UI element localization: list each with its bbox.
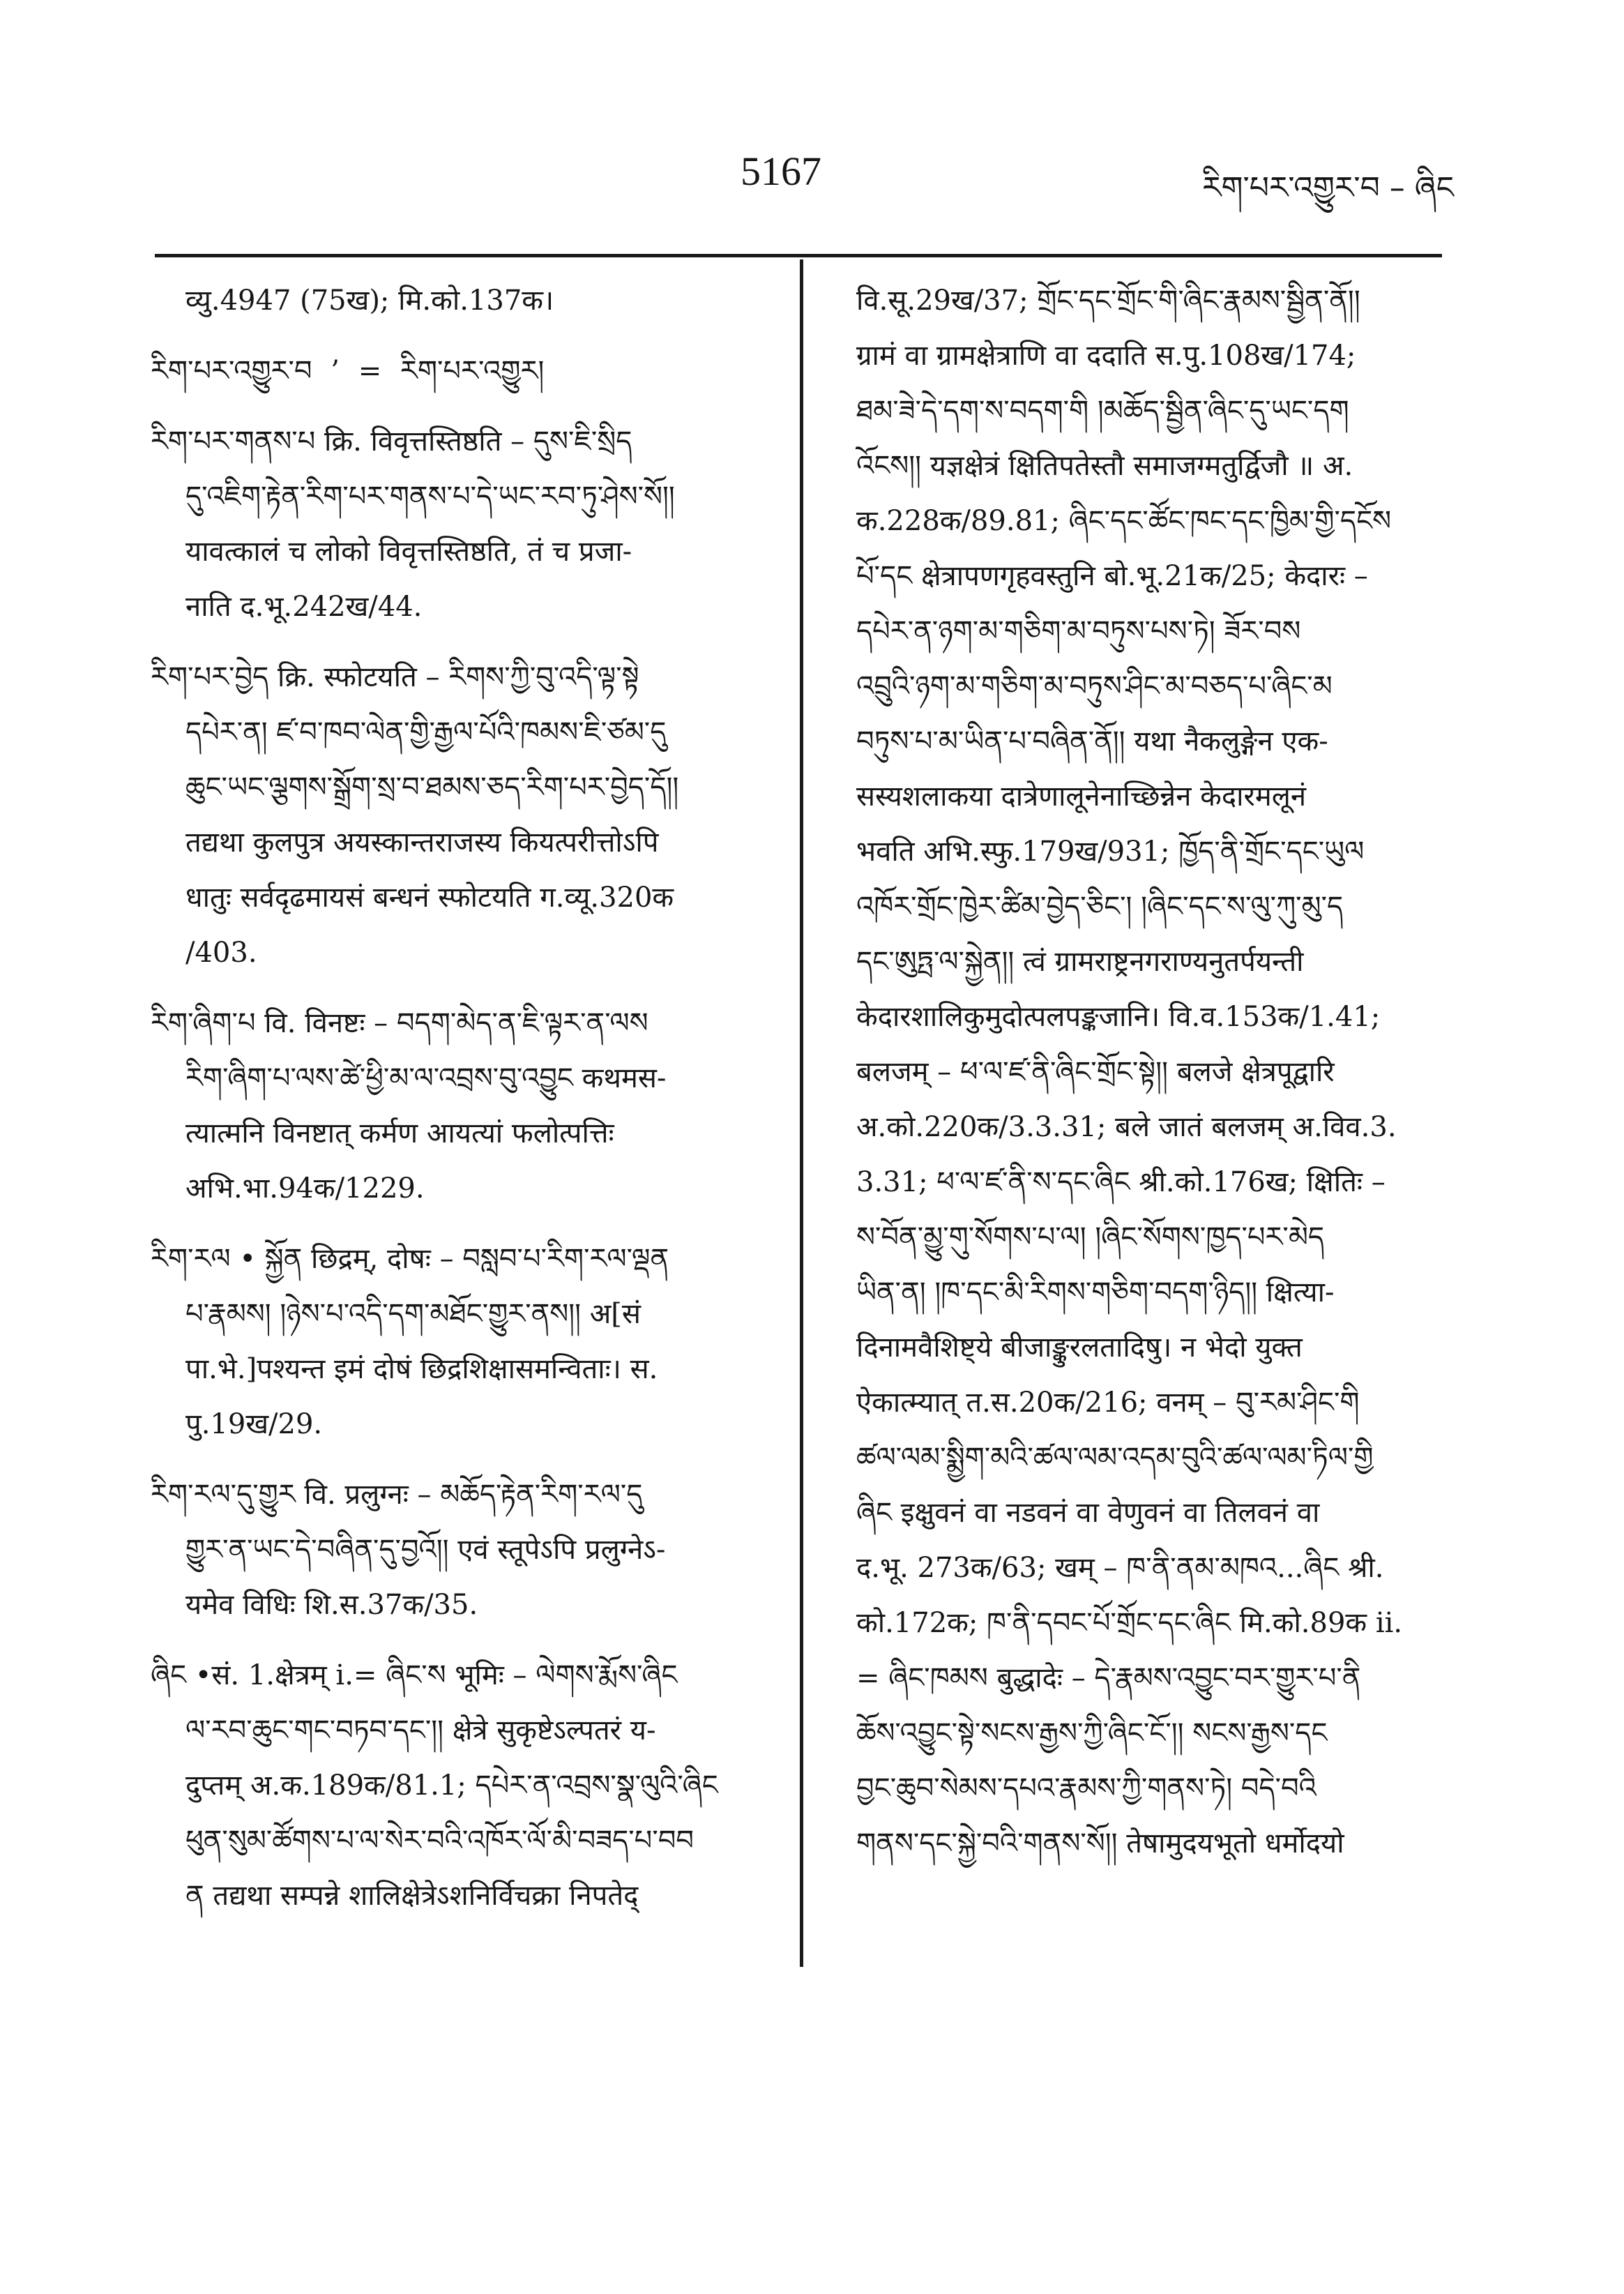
text-line: केदारशालिकुमुदोत्पलपङ्कजानि। वि.व.153क/1.41; <box>856 1001 1381 1033</box>
text-line: ཕུན་སུམ་ཚོགས་པ་ལ་སེར་བའི་འཁོར་ལོ་མི་བཟད་པ་བབ <box>185 1825 694 1857</box>
text-line: बलजम् – ཕ་ལ་ཛ་ནི་ཞིང་གྲོང་སྟེ།། बलजे क्षेत्रपूद्वारि <box>856 1056 1335 1088</box>
text-line: ཐམ་ཟེ་དེ་དག་ས་བདག་གི །མཆོད་སྦྱིན་ཞིང་དུ་ཡང་དག <box>856 395 1349 427</box>
text-line: དཔེར་ན། ཛ་བ་ཁབ་ལེན་གྱི་རྒྱལ་པོའི་ཁམས་ཇི་ཙམ་དུ <box>185 716 667 748</box>
text-line: གནས་དང་སྐྱེ་བའི་གནས་སོ།། तेषामुदयभूतो धर्मोदयो <box>856 1827 1344 1859</box>
text-line: 3.31; ཕ་ལ་ཛ་ནི་ས་དང་ཞིང श्री.को.176ख; क्षितिः – <box>856 1166 1386 1198</box>
text-line: པ་རྣམས། །ཉེས་པ་འདི་དག་མཐོང་གྱུར་ནས།། अ[सं <box>185 1298 641 1330</box>
text-line: རིག་པར་གནས་པ क्रि. विवृत्तस्तिष्ठति – དུས་ཇི་སྲིད <box>151 425 632 458</box>
text-line: རིག་ཞིག་པ वि. विनष्टः – བདག་མེད་ན་ཇི་ལྟར་ན་ལས <box>151 1007 648 1039</box>
text-line: ग्रामं वा ग्रामक्षेत्राणि वा ददाति स.पु.108ख/174; <box>856 340 1356 372</box>
text-line: འོངས།། यज्ञक्षेत्रं क्षितिपतेस्तौ समाजग्मतुर्द्विजौ ॥ अ. <box>856 450 1353 482</box>
text-line: तद्यथा कुलपुत्र अयस्कान्तराजस्य कियत्परीत्तोऽपि <box>185 827 659 859</box>
text-line: भवति अभि.स्फु.179ख/931; ཁྱོད་ནི་གྲོང་དང་ཡུལ <box>856 836 1365 868</box>
text-line: = ཞིང་ཁམས बुद्धादेः – དེ་རྣམས་འབྱུང་བར་གྱུར་པ་ནི <box>856 1662 1361 1694</box>
text-line: ཚལ་ལམ་སྨྱིག་མའི་ཚལ་ལམ་འདམ་བུའི་ཚལ་ལམ་ཏིལ་གྱི <box>856 1442 1374 1474</box>
page-number: 5167 <box>741 149 821 194</box>
text-line: ལ་རབ་ཆུང་གང་བཏབ་དང་།། क्षेत्रे सुकृष्टेऽल्पतरं य- <box>185 1714 656 1746</box>
text-line: यावत्कालं च लोको विवृत्तस्तिष्ठति, तं च प्रजा- <box>185 536 632 568</box>
text-line: ས་བོན་མྱུ་གུ་སོགས་པ་ལ། །ཞིང་སོགས་ཁྱད་པར་མེད <box>856 1221 1325 1253</box>
running-head: རིག་པར་འགྱུར་བ – ཞིང <box>1202 170 1454 206</box>
text-line: ཞིང इक्षुवनं वा नडवनं वा वेणुवनं वा तिलवनं वा <box>856 1497 1320 1529</box>
text-line: सस्यशलाकया दात्रेणालूनेनाच्छिन्नेन केदारमलूनं <box>856 780 1307 813</box>
text-line: नाति द.भू.242ख/44. <box>185 591 423 623</box>
text-line: རིག་པར་བྱེད क्रि. स्फोटयति – རིགས་ཀྱི་བུ་འདི་ལྟ་སྟེ <box>151 661 639 693</box>
column-divider <box>800 259 803 1967</box>
text-line: व्यु.4947 (75ख); मि.को.137क। <box>185 285 554 317</box>
text-line: अभि.भा.94क/1229. <box>185 1172 425 1205</box>
text-line: དང་ཨུཏྤ་ལ་སྐྱེན།། त्वं ग्रामराष्ट्रनगराण्यनुतर्पयन्ती <box>856 946 1304 978</box>
header-rule <box>155 254 1442 257</box>
text-line: དཔེར་ན་ཉག་མ་གཅིག་མ་བཏུས་པས་ཏེ། ཟོར་བས <box>856 615 1301 647</box>
text-line: རིག་ཞིག་པ་ལས་ཚེ་ཕྱི་མ་ལ་འབྲས་བུ་འབྱུང कथमस- <box>185 1062 667 1094</box>
text-line: ཆོས་འབྱུང་སྟེ་སངས་རྒྱས་ཀྱི་ཞིང་ངོ་།། སངས་རྒྱས་དང <box>856 1717 1328 1749</box>
left-column <box>151 273 781 1924</box>
text-line: རིག་པར་འགྱུར་བ ’ = རིག་པར་འགྱུར། <box>151 355 545 387</box>
text-line: ཆུང་ཡང་ལྕགས་སྒྲོག་སྲ་བ་ཐམས་ཅད་རིག་པར་བྱེད་དོ།། <box>185 771 679 803</box>
text-line: पु.19ख/29. <box>185 1408 323 1440</box>
text-line: འབྲུའི་ཉག་མ་གཅིག་མ་བཏུས་ཤིང་མ་བཅད་པ་ཞིང་མ <box>856 670 1333 702</box>
text-line: རིག་རལ་དུ་གྱུར वि. प्रलुग्नः – མཆོད་རྟེན་རིག་རལ་དུ <box>151 1479 643 1511</box>
text-line: पा.भे.]पश्यन्त इमं दोषं छिद्रशिक्षासमन्विताः। स. <box>185 1353 658 1385</box>
text-line: अ.को.220क/3.3.31; बले जातं बलजम् अ.विव.3. <box>856 1111 1397 1143</box>
text-line: རིག་རལ • སྐྱོན छिद्रम्, दोषः – བསླབ་པ་རིག་རལ་ལྡན <box>151 1243 669 1275</box>
text-line: ཞིང •सं. 1.क्षेत्रम् i.= ཞིང་ས भूमिः – ལེགས་རྨོས་ཞིང <box>151 1659 678 1691</box>
text-line: དུ་འཇིག་རྟེན་རིག་པར་གནས་པ་དེ་ཡང་རབ་ཏུ་ཤེས་སོ།། <box>185 481 675 513</box>
right-column <box>834 273 1448 1871</box>
text-line: वि.सू.29ख/37; གྲོང་དང་གྲོང་གི་ཞིང་རྣམས་སྦྱིན་ནོ།། <box>856 285 1360 317</box>
text-line: བཏུས་པ་མ་ཡིན་པ་བཞིན་ནོ།། यथा नैकलुङ्गेन एक- <box>856 725 1328 757</box>
text-line: को.172क; ཁ་ནི་དབང་པོ་གྲོང་དང་ཞིང मि.को.89क ii. <box>856 1607 1403 1639</box>
text-line: འཁོར་གྲོང་ཁྱེར་ཚིམ་བྱེད་ཅིང་། །ཞིང་དང་ས་ལུ་ཀུ་མུ་ད <box>856 891 1344 923</box>
text-line: यमेव विधिः शि.स.37क/35. <box>185 1589 478 1621</box>
text-line: ऐकात्म्यात् त.स.20क/216; वनम् – བུ་རམ་ཤིང་གི <box>856 1387 1360 1419</box>
text-line: दिनामवैशिष्ट्ये बीजाङ्कुरलतादिषु। न भेदो युक्त <box>856 1331 1303 1364</box>
text-line: दुप्तम् अ.क.189क/81.1; དཔེར་ན་འབྲས་སྣ་ལུའི་ཞིང <box>185 1769 718 1802</box>
text-line: ན तद्यथा सम्पन्ने शालिक्षेत्रेऽशनिर्विचक्रा निपतेद् <box>185 1880 639 1912</box>
text-line: གྱུར་ན་ཡང་དེ་བཞིན་དུ་བྱའོ།། एवं स्तूपेऽपि प्रलुग्नेऽ- <box>185 1534 666 1566</box>
text-line: त्यात्मनि विनष्टात् कर्मण आयत्यां फलोत्पत्तिः <box>185 1117 614 1149</box>
text-line: /403. <box>185 937 257 969</box>
text-line: བྱང་ཆུབ་སེམས་དཔའ་རྣམས་ཀྱི་གནས་ཏེ། བདེ་བའི <box>856 1772 1316 1804</box>
text-line: क.228क/89.81; ཞིང་དང་ཚོང་ཁང་དང་ཁྱིམ་གྱི་དངོས <box>856 505 1392 537</box>
text-line: པོ་དང क्षेत्रापणगृहवस्तुनि बो.भू.21क/25; केदारः – <box>856 560 1368 592</box>
text-line: ཡིན་ན། །ཁ་དང་མི་རིགས་གཅིག་བདག་ཉིད།། क्षित्या- <box>856 1276 1335 1308</box>
text-line: द.भू. 273क/63; खम् – ཁ་ནི་ནམ་མཁའ...ཞིང श्री. <box>856 1552 1384 1584</box>
text-line: धातुः सर्वदृढमायसं बन्धनं स्फोटयति ग.व्यू.320क <box>185 882 674 914</box>
